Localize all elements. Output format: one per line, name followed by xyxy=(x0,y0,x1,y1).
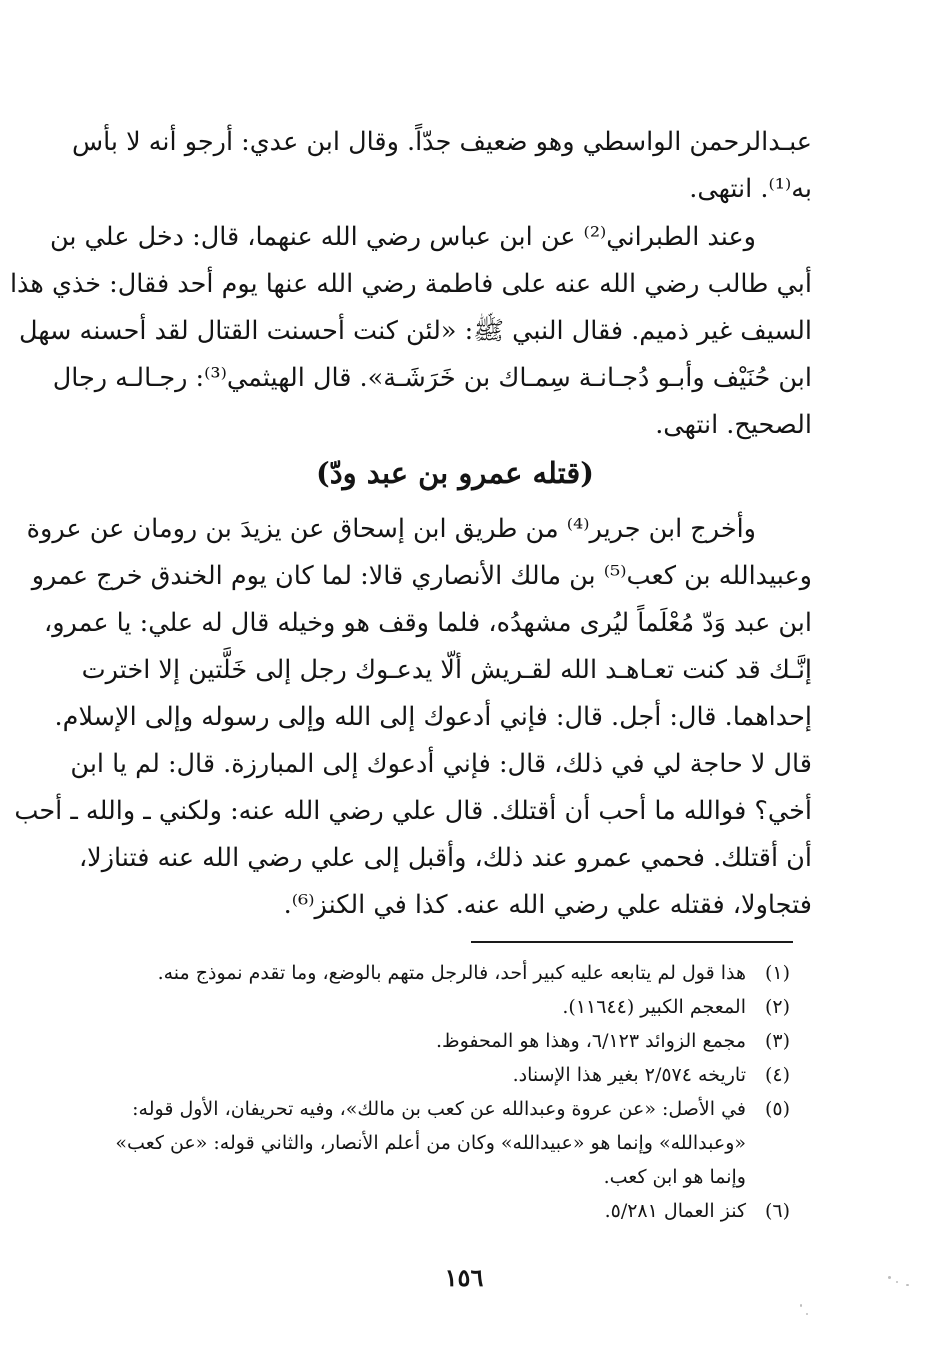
section-heading: (قتله عمرو بن عبد ودّ) xyxy=(315,456,594,490)
text-line: إنَّـك قد كنت تعـاهـد الله لقـريش ألّا يدعـوك رجل إلى خَلَّتين إلا اخترت xyxy=(81,655,812,685)
scan-speck xyxy=(896,1281,898,1283)
footnote-number: (٢) xyxy=(764,996,790,1018)
footnote-1 xyxy=(98,956,798,990)
footnote-3 xyxy=(98,1024,798,1058)
footnote-line: كنز العمال ٥/٢٨١. xyxy=(604,1200,746,1222)
footnote-5 xyxy=(98,1092,798,1194)
text-line: عبـدالرحمن الواسطي وهو ضعيف جدّاً. وقال ابن عدي: أرجو أنه لا بأس xyxy=(71,127,812,157)
text-line: فتجاولا، فقتله علي رضي الله عنه. كذا في الكنز⁽⁶⁾. xyxy=(283,890,812,920)
footnote-4 xyxy=(98,1058,798,1092)
footnote-text xyxy=(98,1194,746,1228)
text-line: ابن عبد وَدّ مُعْلَماً ليُرى مشهدُه، فلما وقف هو وخيله قال له علي: يا عمرو، xyxy=(43,608,812,638)
text-line: أخي؟ فوالله ما أحب أن أقتلك. قال علي رضي الله عنه: ولكني ـ والله ـ أحب xyxy=(14,796,812,826)
footnote-text xyxy=(98,1058,746,1092)
footnote-line: مجمع الزوائد ٦/١٢٣، وهذا هو المحفوظ. xyxy=(435,1030,746,1052)
footnote-text xyxy=(98,1024,746,1058)
page-number: ١٥٦ xyxy=(444,1263,484,1292)
footnote-line: في الأصل: «عن عروة وعبدالله عن كعب بن مالك»، وفيه تحريفان، الأول قوله: xyxy=(132,1098,746,1120)
footnote-number: (٣) xyxy=(764,1030,790,1052)
footnote-6 xyxy=(98,1194,798,1228)
footnote-divider xyxy=(471,941,793,943)
scan-speck xyxy=(806,1313,808,1315)
text-line: السيف غير ذميم. فقال النبي ﷺ: «لئن كنت أحسنت القتال لقد أحسنه سهل xyxy=(18,316,812,346)
scan-speck xyxy=(800,1304,802,1307)
footnote-line: هذا قول لم يتابعه عليه كبير أحد، فالرجل متهم بالوضع، وما تقدم نموذج منه. xyxy=(157,962,746,984)
footnote-line: المعجم الكبير (١١٦٤٤). xyxy=(562,996,746,1018)
text-line: الصحيح. انتهى. xyxy=(655,410,812,440)
text-line: وأخرج ابن جرير⁽⁴⁾ من طريق ابن إسحاق عن يزيدَ بن رومان عن عروة xyxy=(26,514,756,544)
footnote-line: «وعبدالله» وإنما هو «عبيدالله» وكان من أعلم الأنصار، والثاني قوله: «عن كعب» xyxy=(115,1132,746,1154)
footnote-2 xyxy=(98,990,798,1024)
footnote-number: (٥) xyxy=(764,1098,790,1120)
footnote-text xyxy=(98,990,746,1024)
text-line: إحداهما. قال: أجل. قال: فإني أدعوك إلى الله وإلى رسوله وإلى الإسلام. xyxy=(54,702,812,732)
footnote-text xyxy=(98,956,746,990)
scan-speck xyxy=(906,1284,909,1286)
text-line: ابن حُنَيْف وأبـو دُجـانـة سِمـاك بن خَرَشَـة». قال الهيثمي⁽³⁾: رجـالـه رجال xyxy=(52,363,812,393)
footnote-number: (٤) xyxy=(764,1064,790,1086)
paragraph-1 xyxy=(71,119,812,213)
text-line: به⁽¹⁾. انتهى. xyxy=(689,174,812,204)
footnote-text xyxy=(98,1092,746,1194)
section-paragraph xyxy=(14,506,812,929)
scan-speck xyxy=(888,1276,891,1279)
text-line: قال لا حاجة لي في ذلك، قال: فإني أدعوك إلى المبارزة. قال: لم يا ابن xyxy=(70,749,812,779)
paragraph-2 xyxy=(9,214,812,449)
text-line: وعبيدالله بن كعب⁽⁵⁾ بن مالك الأنصاري قالا: لما كان يوم الخندق خرج عمرو xyxy=(31,561,812,591)
text-line: أن أقتلك. فحمي عمرو عند ذلك، وأقبل إلى علي رضي الله عنه فتنازلا، xyxy=(78,843,812,873)
text-line: أبي طالب رضي الله عنه على فاطمة رضي الله عنها يوم أحد فقال: خذي هذا xyxy=(9,269,812,299)
footnote-line: وإنما هو ابن كعب. xyxy=(603,1166,746,1188)
footnote-number: (١) xyxy=(764,962,790,984)
footnote-number: (٦) xyxy=(764,1200,790,1222)
footnote-line: تاريخه ٢/٥٧٤ بغير هذا الإسناد. xyxy=(512,1064,746,1086)
footnotes xyxy=(98,956,798,1228)
text-line: وعند الطبراني⁽²⁾ عن ابن عباس رضي الله عنهما، قال: دخل علي بن xyxy=(49,222,756,252)
